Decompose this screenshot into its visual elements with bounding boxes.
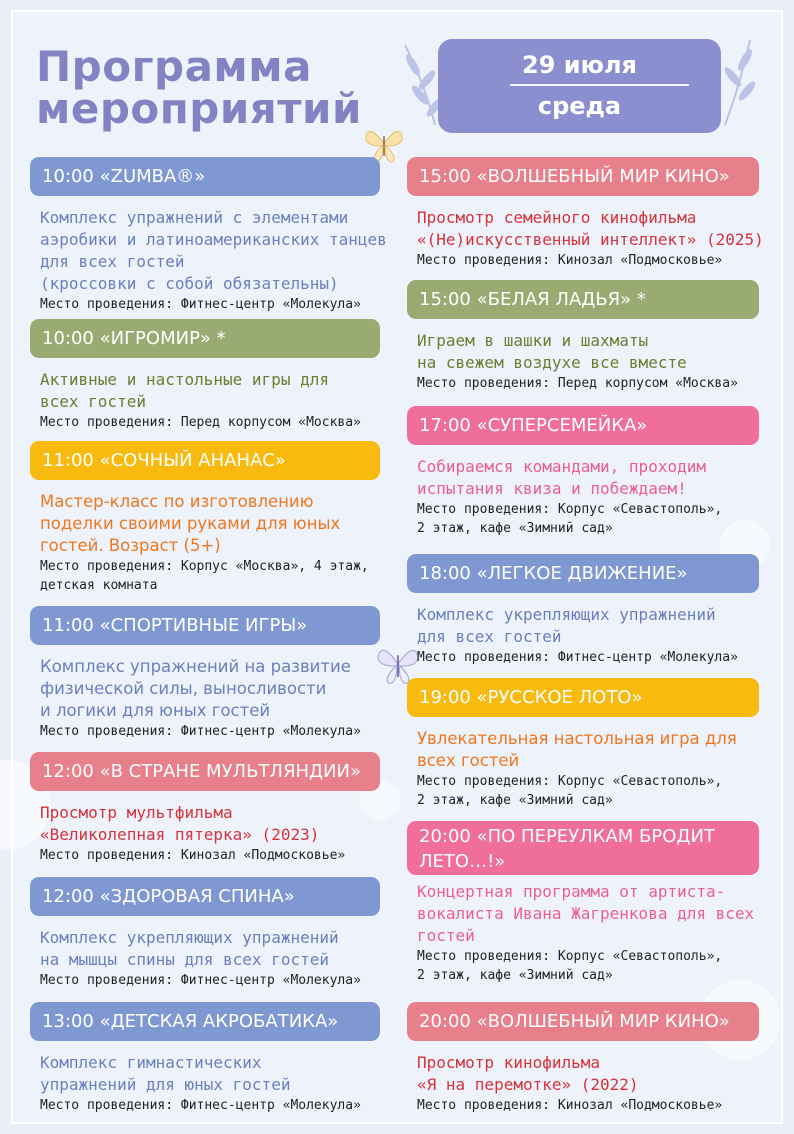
title-line-1: Программа	[36, 42, 312, 91]
event-description	[407, 456, 759, 500]
event-location	[407, 772, 759, 810]
event-location	[30, 971, 380, 990]
description-line: гостей. Возраст (5+)	[40, 536, 221, 555]
event-header: 12:00 «ЗДОРОВАЯ СПИНА»	[30, 877, 380, 916]
event-header: 15:00 «БЕЛАЯ ЛАДЬЯ» *	[407, 280, 759, 319]
event-card	[30, 1002, 380, 1115]
event-card	[30, 441, 380, 595]
description-line: для всех гостей	[40, 252, 185, 271]
description-line: поделки своими руками для юных	[40, 514, 341, 533]
date-divider	[510, 84, 689, 86]
description-line: упражнений для юных гостей	[40, 1075, 291, 1094]
description-line: всех гостей	[417, 751, 520, 770]
location-line: Место проведения: Кинозал «Подмосковье»	[417, 1098, 723, 1113]
event-location	[407, 500, 759, 538]
description-line: аэробики и латиноамериканских танцев	[40, 230, 387, 249]
location-line: Место проведения: Фитнес-центр «Молекула»	[40, 724, 361, 739]
location-line: Место проведения: Фитнес-центр «Молекула»	[417, 650, 738, 665]
event-location	[30, 1096, 380, 1115]
location-line: 2 этаж, кафе «Зимний сад»	[417, 793, 613, 808]
event-description	[30, 491, 380, 557]
description-line: (кроссовки с собой обязательны)	[40, 274, 339, 293]
description-line: вокалиста Ивана Жагренкова для всех	[417, 904, 755, 923]
location-line: 2 этаж, кафе «Зимний сад»	[417, 968, 613, 983]
event-card	[407, 821, 759, 985]
event-header	[407, 821, 759, 875]
description-line: на мышцы спины для всех гостей	[40, 950, 329, 969]
event-header: 19:00 «РУССКОЕ ЛОТО»	[407, 678, 759, 717]
description-line: Комплекс упражнений с элементами	[40, 208, 349, 227]
event-location	[30, 846, 380, 865]
event-header: 20:00 «ВОЛШЕБНЫЙ МИР КИНО»	[407, 1002, 759, 1041]
event-card	[407, 554, 759, 667]
event-location	[30, 295, 380, 314]
event-location	[407, 251, 759, 270]
event-description	[30, 656, 380, 722]
event-description	[407, 330, 759, 374]
event-header: 11:00 «СОЧНЫЙ АНАНАС»	[30, 441, 380, 480]
location-line: Место проведения: Кинозал «Подмосковье»	[417, 253, 723, 268]
description-line: Комплекс гимнастических	[40, 1053, 262, 1072]
event-header: 15:00 «ВОЛШЕБНЫЙ МИР КИНО»	[407, 157, 759, 196]
event-location	[407, 947, 759, 985]
description-line: Активные и настольные игры для	[40, 370, 329, 389]
event-card	[30, 752, 380, 865]
description-line: Комплекс укрепляющих упражнений	[40, 928, 339, 947]
event-header: 12:00 «В СТРАНЕ МУЛЬТЛЯНДИИ»	[30, 752, 380, 791]
description-line: Играем в шашки и шахматы	[417, 331, 649, 350]
header-line: 20:00 «ПО ПЕРЕУЛКАМ БРОДИТ	[419, 826, 715, 847]
description-line: физической силы, выносливости	[40, 679, 327, 698]
event-card	[30, 877, 380, 990]
event-card	[407, 678, 759, 810]
location-line: Место проведения: Фитнес-центр «Молекула»	[40, 1098, 361, 1113]
description-line: гостей	[417, 926, 475, 945]
event-description	[30, 802, 380, 846]
event-location	[30, 557, 380, 595]
description-line: Увлекательная настольная игра для	[417, 729, 737, 748]
location-line: детская комната	[40, 578, 158, 593]
event-header: 10:00 «ZUMBA®»	[30, 157, 380, 196]
description-line: Собираемся командами, проходим	[417, 457, 706, 476]
date-weekday: среда	[537, 92, 622, 120]
description-line: на свежем воздухе все вместе	[417, 353, 687, 372]
location-line: Место проведения: Перед корпусом «Москва»	[40, 415, 361, 430]
event-header: 17:00 «СУПЕРСЕМЕЙКА»	[407, 406, 759, 445]
event-description	[407, 1052, 759, 1096]
event-location	[407, 374, 759, 393]
event-card	[30, 319, 380, 432]
date-day: 29 июля	[522, 51, 637, 79]
event-card	[407, 1002, 759, 1115]
description-line: Мастер-класс по изготовлению	[40, 492, 314, 511]
date-badge	[438, 39, 721, 133]
location-line: Место проведения: Кинозал «Подмосковье»	[40, 848, 346, 863]
description-line: Просмотр мультфильма	[40, 803, 233, 822]
description-line: и логики для юных гостей	[40, 701, 271, 720]
description-line: Концертная программа от артиста-	[417, 882, 726, 901]
location-line: Место проведения: Корпус «Севастополь»,	[417, 949, 723, 964]
location-line: Место проведения: Корпус «Севастополь»,	[417, 774, 723, 789]
event-card	[407, 280, 759, 393]
event-header: 13:00 «ДЕТСКАЯ АКРОБАТИКА»	[30, 1002, 380, 1041]
event-description	[30, 369, 380, 413]
event-card	[30, 157, 387, 314]
location-line: Место проведения: Фитнес-центр «Молекула»	[40, 973, 361, 988]
location-line: Место проведения: Корпус «Москва», 4 этаж,	[40, 559, 369, 574]
event-description	[407, 728, 759, 772]
page-title	[36, 42, 362, 133]
event-description	[407, 207, 764, 251]
event-description	[407, 604, 759, 648]
event-description	[30, 1052, 380, 1096]
event-description	[30, 927, 380, 971]
description-line: для всех гостей	[417, 627, 562, 646]
location-line: 2 этаж, кафе «Зимний сад»	[417, 521, 613, 536]
event-location	[30, 722, 380, 741]
event-header: 10:00 «ИГРОМИР» *	[30, 319, 380, 358]
event-header: 11:00 «СПОРТИВНЫЕ ИГРЫ»	[30, 606, 380, 645]
location-line: Место проведения: Корпус «Севастополь»,	[417, 502, 723, 517]
description-line: Просмотр кинофильма	[417, 1053, 601, 1072]
event-location	[30, 413, 380, 432]
description-line: Комплекс упражнений на развитие	[40, 657, 351, 676]
description-line: всех гостей	[40, 392, 146, 411]
event-description	[30, 207, 387, 295]
event-location	[407, 648, 759, 667]
header-line: ЛЕТО…!»	[419, 851, 506, 872]
location-line: Место проведения: Фитнес-центр «Молекула»	[40, 297, 361, 312]
description-line: Просмотр семейного кинофильма	[417, 208, 697, 227]
event-description	[407, 881, 759, 947]
location-line: Место проведения: Перед корпусом «Москва»	[417, 376, 738, 391]
event-header: 18:00 «ЛЕГКОЕ ДВИЖЕНИЕ»	[407, 554, 759, 593]
description-line: «(Не)искусственный интеллект» (2025)	[417, 230, 764, 249]
description-line: испытания квиза и побеждаем!	[417, 479, 687, 498]
event-card	[407, 157, 764, 270]
description-line: «Великолепная пятерка» (2023)	[40, 825, 320, 844]
event-location	[407, 1096, 759, 1115]
description-line: Комплекс укрепляющих упражнений	[417, 605, 716, 624]
title-line-2: мероприятий	[36, 84, 362, 133]
event-card	[30, 606, 380, 741]
event-card	[407, 406, 759, 538]
description-line: «Я на перемотке» (2022)	[417, 1075, 639, 1094]
